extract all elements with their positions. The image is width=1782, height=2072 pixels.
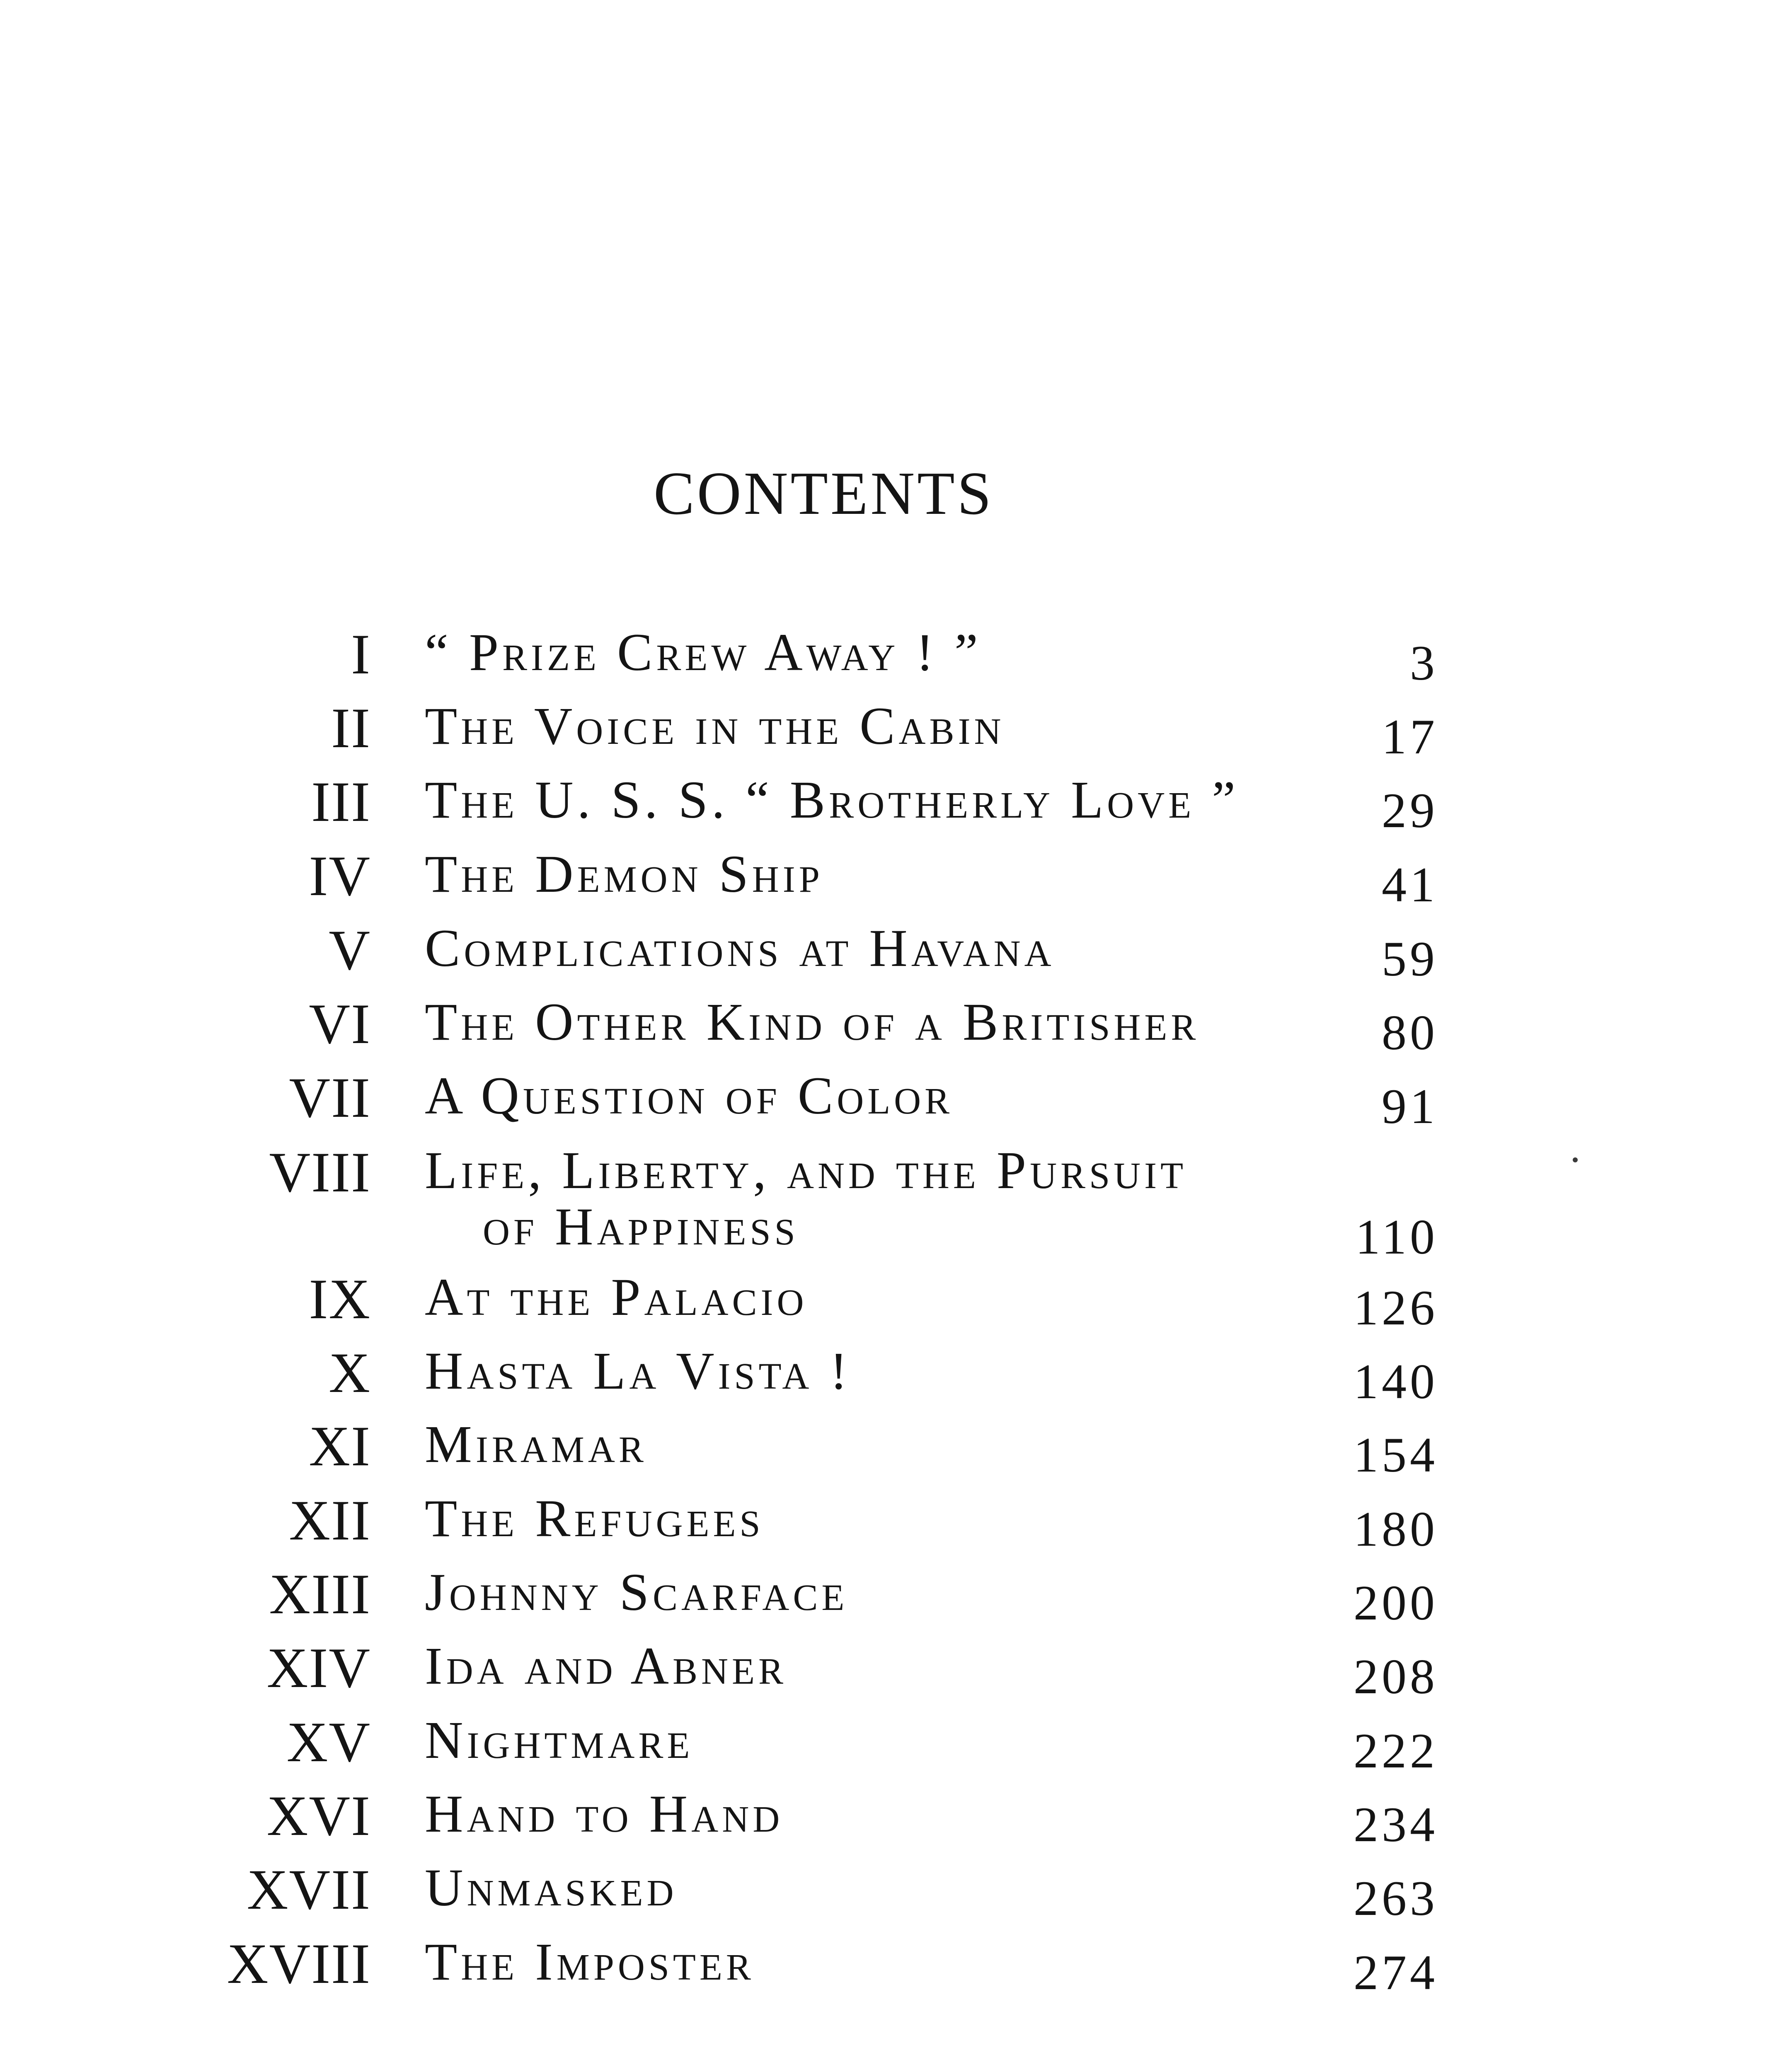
page-number: 234	[1353, 1797, 1438, 1852]
chapter-title: Complications at Havana	[425, 919, 1055, 978]
chapter-title: The Refugees	[425, 1489, 764, 1548]
chapter-title-line-1: Life, Liberty, and the Pursuit	[425, 1141, 1187, 1200]
chapter-numeral: XIV	[266, 1636, 371, 1699]
chapter-title	[425, 1141, 1187, 1256]
page-number: 3	[1410, 635, 1438, 690]
page-number: 263	[1353, 1871, 1438, 1926]
page-number: 110	[1355, 1209, 1438, 1264]
toc-entry-7	[0, 1066, 1782, 1135]
page-number: 59	[1382, 931, 1438, 986]
chapter-numeral: XVIII	[227, 1932, 371, 1995]
toc-entry-5	[0, 918, 1782, 988]
toc-entry-10	[0, 1341, 1782, 1411]
toc-entry-12	[0, 1489, 1782, 1558]
toc-entry-18	[0, 1932, 1782, 2002]
chapter-numeral: XVII	[247, 1858, 371, 1921]
toc-entry-8	[0, 1140, 1782, 1268]
page-title: CONTENTS	[654, 460, 994, 528]
page-number: 200	[1353, 1575, 1438, 1630]
toc-entry-13	[0, 1562, 1782, 1632]
chapter-title: The Voice in the Cabin	[425, 697, 1005, 755]
toc-entry-15	[0, 1710, 1782, 1780]
chapter-numeral: VI	[309, 992, 371, 1055]
toc-entry-11	[0, 1414, 1782, 1484]
toc-entry-3	[0, 770, 1782, 840]
page-number: 180	[1353, 1501, 1438, 1556]
chapter-numeral: IX	[309, 1267, 371, 1331]
toc-entry-14	[0, 1636, 1782, 1706]
chapter-numeral: XI	[309, 1414, 371, 1478]
chapter-title: Hand to Hand	[425, 1784, 784, 1843]
chapter-title: At the Palacio	[425, 1268, 808, 1326]
chapter-numeral: XII	[289, 1489, 371, 1552]
chapter-numeral: VIII	[269, 1140, 371, 1204]
chapter-title: Ida and Abner	[425, 1636, 787, 1695]
page-number: 208	[1353, 1649, 1438, 1704]
chapter-title: “ Prize Crew Away ! ”	[425, 623, 982, 682]
chapter-numeral: I	[351, 622, 371, 686]
page-number: 91	[1382, 1079, 1438, 1134]
page-number: 41	[1382, 857, 1438, 912]
page-number: 140	[1353, 1354, 1438, 1409]
chapter-numeral: III	[311, 770, 371, 833]
toc-entry-4	[0, 844, 1782, 914]
chapter-numeral: V	[329, 918, 371, 982]
chapter-numeral: XV	[286, 1710, 371, 1774]
chapter-title: Hasta La Vista !	[425, 1341, 851, 1400]
toc-entry-6	[0, 992, 1782, 1062]
chapter-title: Nightmare	[425, 1711, 694, 1769]
toc-entry-9	[0, 1267, 1782, 1337]
chapter-title: The Demon Ship	[425, 845, 823, 903]
chapter-numeral: VII	[289, 1066, 371, 1129]
toc-entry-1	[0, 622, 1782, 692]
toc-entry-2	[0, 696, 1782, 766]
page-number: 17	[1382, 709, 1438, 764]
page-number: 274	[1353, 1945, 1438, 2000]
page-number: 154	[1353, 1427, 1438, 1482]
chapter-title: The Imposter	[425, 1932, 755, 1991]
chapter-numeral: XVI	[266, 1784, 371, 1847]
toc-entry-17	[0, 1858, 1782, 1927]
page-number: 126	[1353, 1280, 1438, 1335]
chapter-numeral: X	[329, 1341, 371, 1404]
page-number: 80	[1382, 1005, 1438, 1060]
chapter-title: Miramar	[425, 1415, 647, 1474]
chapter-title: A Question of Color	[425, 1066, 954, 1125]
chapter-title: The U. S. S. “ Brotherly Love ”	[425, 770, 1240, 829]
chapter-numeral: XIII	[269, 1562, 371, 1626]
ink-speck	[1573, 1157, 1578, 1162]
page-number: 29	[1382, 783, 1438, 838]
toc-entry-16	[0, 1784, 1782, 1854]
page-number: 222	[1353, 1723, 1438, 1778]
chapter-numeral: II	[331, 696, 371, 760]
chapter-title: Johnny Scarface	[425, 1563, 848, 1622]
chapter-title: The Other Kind of a Britisher	[425, 992, 1200, 1051]
chapter-title-line-2: of Happiness	[483, 1197, 799, 1256]
chapter-numeral: IV	[309, 844, 371, 908]
chapter-title: Unmasked	[425, 1858, 678, 1917]
